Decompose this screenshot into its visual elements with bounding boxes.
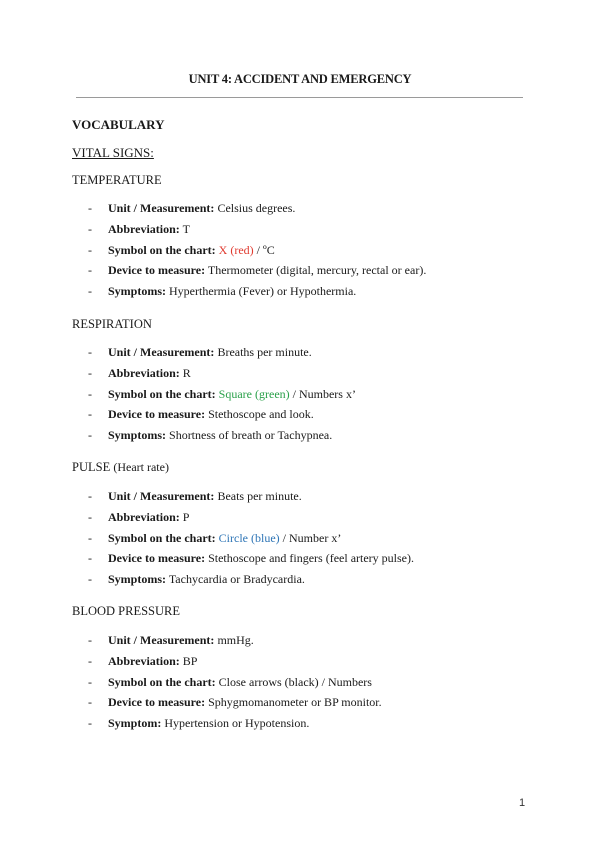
value-symbol-rest: / Numbers x’ <box>292 386 356 401</box>
pulse-heading <box>72 460 169 475</box>
list-item <box>88 260 426 281</box>
dash: - <box>88 284 92 299</box>
dash: - <box>88 530 92 545</box>
list-item <box>88 281 426 302</box>
value-unit: Celsius degrees. <box>217 201 296 215</box>
dash: - <box>88 345 92 359</box>
dash: - <box>88 365 92 380</box>
dash: - <box>88 653 92 668</box>
value-device: Thermometer (digital, mercury, rectal or ear). <box>207 263 427 278</box>
value-device: Sphygmomanometer or BP monitor. <box>208 695 382 710</box>
value-abbreviation: P <box>182 509 190 524</box>
value-symptoms: Shortness of breath or Tachypnea. <box>169 428 333 443</box>
label-symptoms: Symptoms: <box>108 428 167 443</box>
value-symbol-colored: Square (green) <box>218 386 290 401</box>
vocabulary-heading: VOCABULARY <box>72 117 165 132</box>
dash: - <box>88 716 92 731</box>
dash: - <box>88 633 92 647</box>
dash: - <box>88 551 92 566</box>
blood-pressure-heading: BLOOD PRESSURE <box>72 604 181 618</box>
list-item <box>88 713 382 734</box>
value-symptoms: Tachycardia or Bradycardia. <box>168 572 305 587</box>
label-device: Device to measure: <box>108 263 206 278</box>
list-item <box>88 240 426 261</box>
label-abbreviation: Abbreviation: <box>108 509 180 524</box>
respiration-list <box>88 342 356 446</box>
value-unit: Breaths per minute. <box>217 345 312 359</box>
value-symbol-rest: / ºC <box>256 242 275 257</box>
list-item <box>88 198 426 219</box>
value-symbol-colored: Circle (blue) <box>218 530 280 545</box>
label-symptoms: Symptoms: <box>108 572 167 587</box>
label-device: Device to measure: <box>108 695 206 710</box>
list-item <box>88 507 414 528</box>
dash: - <box>88 221 92 236</box>
list-item <box>88 672 382 693</box>
page-number: 1 <box>519 797 526 809</box>
label-symptoms: Symptoms: <box>108 284 167 299</box>
pulse-list <box>88 486 414 590</box>
list-item <box>88 486 414 507</box>
label-symbol: Symbol on the chart: <box>108 674 216 689</box>
dash: - <box>88 489 92 503</box>
label-abbreviation: Abbreviation: <box>108 653 180 668</box>
list-item <box>88 528 414 549</box>
label-symbol: Symbol on the chart: <box>108 530 216 545</box>
value-abbreviation: R <box>182 365 191 380</box>
label-symbol: Symbol on the chart: <box>108 242 216 257</box>
dash: - <box>88 509 92 524</box>
value-symptom: Hypertension or Hypotension. <box>164 716 310 731</box>
dash: - <box>88 695 92 710</box>
dash: - <box>88 242 92 257</box>
dash: - <box>88 407 92 422</box>
temperature-heading: TEMPERATURE <box>72 173 162 187</box>
label-unit: Unit / Measurement: <box>108 633 215 647</box>
dash: - <box>88 572 92 587</box>
label-unit: Unit / Measurement: <box>108 489 215 503</box>
blood-pressure-list <box>88 630 382 734</box>
label-symbol: Symbol on the chart: <box>108 386 216 401</box>
value-abbreviation: BP <box>182 653 198 668</box>
respiration-heading: RESPIRATION <box>72 317 152 331</box>
label-device: Device to measure: <box>108 551 206 566</box>
label-abbreviation: Abbreviation: <box>108 221 180 236</box>
list-item <box>88 219 426 240</box>
document-title: UNIT 4: ACCIDENT AND EMERGENCY <box>188 72 412 86</box>
value-unit: Beats per minute. <box>217 489 302 503</box>
value-device: Stethoscope and look. <box>208 407 314 422</box>
value-symbol-rest: / Number x’ <box>282 530 342 545</box>
dash: - <box>88 386 92 401</box>
list-item <box>88 363 356 384</box>
vital-signs-heading: VITAL SIGNS: <box>72 145 154 160</box>
list-item <box>88 651 382 672</box>
list-item <box>88 548 414 569</box>
list-item <box>88 425 356 446</box>
pulse-heading-text: PULSE <box>72 460 111 474</box>
label-unit: Unit / Measurement: <box>108 345 215 359</box>
list-item <box>88 404 356 425</box>
title-divider <box>76 97 523 98</box>
list-item <box>88 342 356 363</box>
pulse-heading-paren: (Heart rate) <box>113 460 169 474</box>
value-symptoms: Hyperthermia (Fever) or Hypothermia. <box>169 284 357 299</box>
list-item <box>88 630 382 651</box>
temperature-list <box>88 198 426 302</box>
dash: - <box>88 263 92 278</box>
list-item <box>88 569 414 590</box>
value-symbol-colored: X (red) <box>218 242 254 257</box>
list-item <box>88 692 382 713</box>
label-unit: Unit / Measurement: <box>108 201 215 215</box>
label-symptom: Symptom: <box>108 716 162 731</box>
value-symbol: Close arrows (black) / Numbers <box>218 674 372 689</box>
value-abbreviation: T <box>182 221 190 236</box>
dash: - <box>88 201 92 215</box>
value-device: Stethoscope and fingers (feel artery pulse). <box>208 551 414 566</box>
label-device: Device to measure: <box>108 407 206 422</box>
list-item <box>88 384 356 405</box>
value-unit: mmHg. <box>217 633 254 647</box>
dash: - <box>88 674 92 689</box>
label-abbreviation: Abbreviation: <box>108 365 180 380</box>
dash: - <box>88 428 92 443</box>
